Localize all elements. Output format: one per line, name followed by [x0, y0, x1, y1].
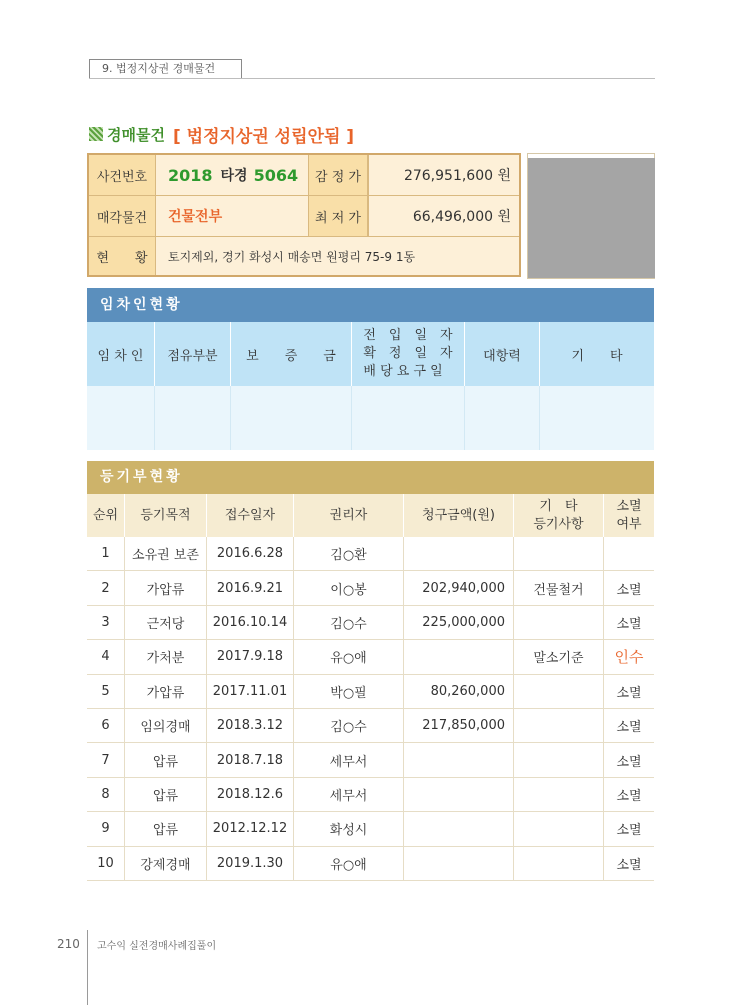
reg-cell-amount	[404, 847, 514, 880]
appraisal-label: 감 정 가	[308, 155, 368, 195]
reg-col-holder: 권리자	[294, 494, 404, 537]
status-row	[89, 237, 519, 275]
case-info-table	[87, 153, 521, 277]
reg-cell-purpose: 임의경매	[125, 709, 207, 742]
reg-cell-amount	[404, 743, 514, 776]
tenant-cell	[352, 386, 465, 450]
reg-col-purpose: 등기목적	[125, 494, 207, 537]
reg-cell-purpose: 압류	[125, 812, 207, 845]
reg-col-date: 접수일자	[207, 494, 294, 537]
reg-cell-holder: 세무서	[294, 743, 404, 776]
tenant-col-occupied: 점유부분	[155, 322, 231, 386]
item-row	[89, 196, 519, 237]
section-title	[89, 121, 354, 147]
reg-cell-status: 소멸	[616, 823, 642, 839]
reg-cell-holder: 화성시	[294, 812, 404, 845]
tenant-cell	[231, 386, 352, 450]
reg-cell-status: 소멸	[616, 582, 642, 598]
reg-cell-rank: 7	[87, 743, 125, 776]
tenant-col-name: 임 차 인	[87, 322, 155, 386]
item-value: 건물전부	[156, 196, 308, 236]
reg-cell-date: 2017.11.01	[207, 675, 294, 708]
reg-cell-holder: 김○수	[294, 606, 404, 639]
reg-cell-note: 건물철거	[514, 571, 604, 604]
reg-cell-note	[514, 606, 604, 639]
tenant-header-row	[87, 322, 654, 386]
reg-col-note: 기 타 등기사항	[514, 494, 604, 537]
tenant-col-dates: 전 입 일 자 확 정 일 자 배 당 요 구 일	[352, 322, 465, 386]
reg-cell-note	[514, 778, 604, 811]
case-year: 2018	[168, 165, 213, 185]
reg-cell-purpose: 압류	[125, 778, 207, 811]
status-label: 현 황	[89, 237, 156, 275]
table-row	[87, 571, 654, 605]
hatch-square-icon	[89, 127, 103, 141]
reg-cell-date: 2016.6.28	[207, 537, 294, 570]
reg-cell-holder: 김○수	[294, 709, 404, 742]
tenant-cell	[155, 386, 231, 450]
tenant-col-deposit: 보 증 금	[231, 322, 352, 386]
reg-cell-date: 2017.9.18	[207, 640, 294, 673]
reg-cell-amount: 217,850,000	[404, 709, 514, 742]
reg-cell-date: 2018.7.18	[207, 743, 294, 776]
reg-cell-purpose: 가압류	[125, 571, 207, 604]
min-price-label: 최 저 가	[308, 196, 368, 236]
appraisal-value: 276,951,600 원	[368, 155, 519, 195]
tenant-body-row	[87, 386, 654, 450]
reg-cell-amount	[404, 778, 514, 811]
reg-cell-amount: 80,260,000	[404, 675, 514, 708]
tenant-cell	[465, 386, 540, 450]
reg-cell-holder: 박○필	[294, 675, 404, 708]
reg-cell-status: 소멸	[616, 857, 642, 873]
table-row	[87, 778, 654, 812]
reg-cell-status	[604, 537, 654, 570]
reg-cell-purpose: 소유권 보존	[125, 537, 207, 570]
reg-cell-holder: 유○애	[294, 640, 404, 673]
reg-col-amount: 청구금액(원)	[404, 494, 514, 537]
case-type: 타경	[220, 168, 248, 184]
tenant-cell	[540, 386, 654, 450]
reg-cell-rank: 6	[87, 709, 125, 742]
reg-cell-note	[514, 812, 604, 845]
table-row	[87, 640, 654, 674]
page-number: 210	[57, 937, 80, 951]
reg-cell-rank: 9	[87, 812, 125, 845]
table-row	[87, 537, 654, 571]
reg-cell-status: 소멸	[616, 616, 642, 632]
reg-cell-status: 소멸	[616, 754, 642, 770]
reg-cell-note	[514, 675, 604, 708]
table-row	[87, 675, 654, 709]
footer-divider	[87, 930, 88, 1005]
reg-cell-rank: 8	[87, 778, 125, 811]
property-photo	[528, 158, 655, 278]
reg-cell-holder: 세무서	[294, 778, 404, 811]
reg-cell-date: 2012.12.12	[207, 812, 294, 845]
chapter-tab: 9. 법정지상권 경매물건	[89, 59, 242, 79]
reg-cell-amount: 225,000,000	[404, 606, 514, 639]
reg-cell-status: 소멸	[616, 720, 642, 736]
tenant-section-title: 임차인현황	[87, 288, 654, 322]
reg-cell-note	[514, 743, 604, 776]
case-label: 사건번호	[89, 155, 156, 195]
reg-cell-amount: 202,940,000	[404, 571, 514, 604]
status-value: 토지제외, 경기 화성시 매송면 원평리 75-9 1동	[156, 237, 519, 275]
book-title: 고수익 실전경매사례집풀이	[97, 941, 217, 952]
reg-cell-status: 소멸	[616, 788, 642, 804]
reg-cell-purpose: 가처분	[125, 640, 207, 673]
reg-cell-purpose: 근저당	[125, 606, 207, 639]
reg-cell-rank: 5	[87, 675, 125, 708]
reg-cell-amount	[404, 640, 514, 673]
reg-cell-note: 말소기준	[514, 640, 604, 673]
section-label: 경매물건	[107, 125, 165, 144]
reg-cell-amount	[404, 812, 514, 845]
item-label: 매각물건	[89, 196, 156, 236]
case-no: 5064	[253, 165, 299, 185]
case-number	[156, 155, 308, 195]
reg-cell-date: 2016.9.21	[207, 571, 294, 604]
tenant-col-etc: 기 타	[571, 348, 623, 364]
reg-cell-rank: 4	[87, 640, 125, 673]
tenant-col-opposability: 대항력	[465, 322, 540, 386]
reg-cell-rank: 3	[87, 606, 125, 639]
table-row	[87, 812, 654, 846]
min-price-value: 66,496,000 원	[368, 196, 519, 236]
reg-cell-note	[514, 709, 604, 742]
reg-col-rank: 순위	[87, 494, 125, 537]
reg-cell-purpose: 압류	[125, 743, 207, 776]
reg-cell-holder: 이○봉	[294, 571, 404, 604]
reg-cell-amount	[404, 537, 514, 570]
reg-cell-rank: 10	[87, 847, 125, 880]
registry-section-title: 등기부현황	[87, 461, 654, 494]
table-row	[87, 847, 654, 881]
reg-cell-date: 2018.12.6	[207, 778, 294, 811]
reg-cell-purpose: 가압류	[125, 675, 207, 708]
reg-cell-note	[514, 537, 604, 570]
reg-cell-date: 2019.1.30	[207, 847, 294, 880]
registry-header-row	[87, 494, 654, 537]
case-row	[89, 155, 519, 196]
reg-cell-date: 2016.10.14	[207, 606, 294, 639]
reg-cell-note	[514, 847, 604, 880]
section-subtitle: [ 법정지상권 성립안됨 ]	[172, 126, 355, 147]
header-divider	[89, 78, 655, 79]
reg-col-status: 소멸 여부	[616, 498, 642, 532]
reg-cell-holder: 유○애	[294, 847, 404, 880]
table-row	[87, 709, 654, 743]
reg-cell-rank: 1	[87, 537, 125, 570]
reg-cell-date: 2018.3.12	[207, 709, 294, 742]
reg-cell-rank: 2	[87, 571, 125, 604]
reg-cell-purpose: 강제경매	[125, 847, 207, 880]
table-row	[87, 606, 654, 640]
reg-cell-status: 인수	[614, 648, 644, 667]
reg-cell-status: 소멸	[616, 685, 642, 701]
tenant-cell	[87, 386, 155, 450]
reg-cell-holder: 김○환	[294, 537, 404, 570]
table-row	[87, 743, 654, 777]
